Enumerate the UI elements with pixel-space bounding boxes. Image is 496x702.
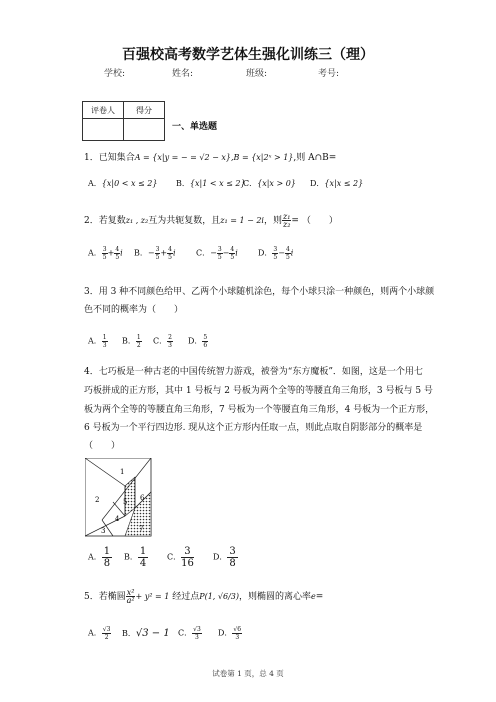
question-2-stem: 2．若复数z₁ , z₂互为共轭复数，且z₁ = 1 − 2i，则 $\frac{\text{z₁}}{\text{z₂}}$ = （ ） bbox=[84, 212, 338, 229]
question-5-stem: 5．若椭圆 $\frac{\text{x²}}{\text{a²}}$ + y² = 1 经过点P(1, √6/3)，则椭圆的离心率e= bbox=[84, 588, 324, 605]
question-3-line-1: 3．用 3 种不同颜色给甲、乙两个小球随机涂色，每个小球只涂一种颜色，则两个小球颜 bbox=[84, 287, 435, 297]
question-4-line-3: 板为两个全等的等腰直角三角形，7 号板为一个等腰直角三角形，4 号板为一个正方形， bbox=[84, 405, 435, 415]
page-title: 百强校高考数学艺体生强化训练三（理） bbox=[122, 47, 374, 63]
score-table bbox=[82, 101, 165, 141]
q4-option-c: C． $\frac{3}{16}$ bbox=[167, 546, 194, 569]
q2-option-c: C．− $\frac{3}{5}$ − $\frac{4}{5}$ i bbox=[196, 246, 238, 261]
question-4-line-2: 巧板拼成的正方形，其中 1 号板与 2 号板为两个全等的等腰直角三角形，3 号板与 5 号 bbox=[84, 386, 433, 396]
q4-option-d: D． $\frac{3}{8}$ bbox=[213, 546, 236, 569]
page-footer: 试卷第 1 页，总 4 页 bbox=[212, 669, 284, 678]
q3-option-d: D． $\frac{5}{6}$ bbox=[188, 334, 208, 349]
tangram-label-4: 4 bbox=[115, 515, 120, 523]
tangram-label-5: 5 bbox=[123, 498, 128, 506]
tangram-figure bbox=[85, 458, 155, 538]
q5-option-b: B．√3 − 1 bbox=[122, 628, 170, 639]
q3-option-b: B． $\frac{1}{2}$ bbox=[122, 334, 141, 349]
question-4-line-1: 4．七巧板是一种古老的中国传统智力游戏，被誉为“东方魔板”．如图，这是一个用七 bbox=[84, 367, 423, 377]
tangram-label-7: 7 bbox=[139, 525, 144, 533]
q5-option-d: D． $\frac{√6}{3}$ bbox=[218, 626, 242, 641]
question-3-line-2: 色不同的概率为（ ） bbox=[84, 305, 184, 315]
section-heading: 一、单选题 bbox=[172, 122, 218, 132]
q1-option-b: B．{x|1 < x ≤ 2} bbox=[176, 179, 246, 188]
name-label: 姓名: bbox=[172, 69, 194, 79]
q4-option-b: B． $\frac{1}{4}$ bbox=[124, 546, 147, 569]
exam-number-label: 考号: bbox=[318, 69, 340, 79]
tangram-label-3: 3 bbox=[101, 527, 106, 535]
q2-option-b: B．− $\frac{3}{5}$ + $\frac{4}{5}$ i bbox=[134, 246, 176, 261]
score-cell bbox=[124, 119, 165, 141]
question-4-line-4: 6 号板为一个平行四边形. 现从这个正方形内任取一点，则此点取自阴影部分的概率是 bbox=[84, 423, 423, 433]
q3-option-c: C． $\frac{2}{3}$ bbox=[153, 334, 172, 349]
q3-option-a: A． $\frac{1}{3}$ bbox=[88, 334, 107, 349]
score-header: 得分 bbox=[124, 102, 165, 119]
tangram-label-2: 2 bbox=[95, 496, 100, 504]
q2-option-d: D． $\frac{3}{5}$ − $\frac{4}{5}$ i bbox=[258, 246, 294, 261]
q5-option-c: C． $\frac{√3}{3}$ bbox=[178, 626, 201, 641]
q4-option-a: A． $\frac{1}{8}$ bbox=[88, 546, 111, 569]
q2-option-a: A． $\frac{3}{5}$ + $\frac{4}{5}$ i bbox=[88, 246, 123, 261]
tangram-label-1: 1 bbox=[120, 468, 125, 476]
q1-option-c: C．{x|x > 0} bbox=[243, 179, 296, 188]
grader-header: 评卷人 bbox=[83, 102, 124, 119]
school-label: 学校: bbox=[104, 69, 126, 79]
q1-option-a: A．{x|0 < x ≤ 2} bbox=[88, 179, 158, 188]
q1-option-d: D．{x|x ≤ 2} bbox=[310, 179, 364, 188]
grader-cell bbox=[83, 119, 124, 141]
question-4-line-5: （ ） bbox=[84, 441, 121, 451]
tangram-label-6: 6 bbox=[140, 494, 145, 502]
q5-option-a: A． $\frac{√3}{2}$ bbox=[88, 626, 111, 641]
question-1-stem: 1．已知集合A = {x|y = − = √2 − x},B = {x|2ˣ > 1},则 A∩B= bbox=[84, 153, 337, 163]
class-label: 班级: bbox=[246, 69, 268, 79]
